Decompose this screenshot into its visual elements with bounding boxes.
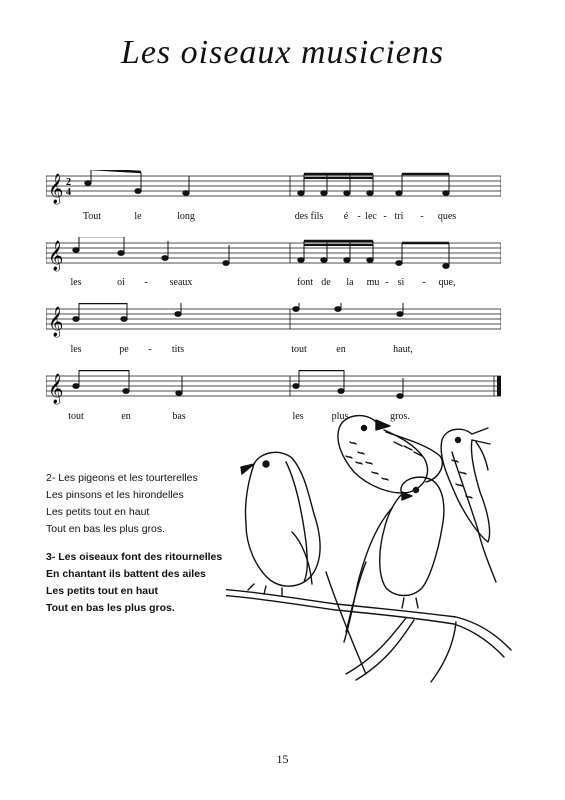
music-staff-2: [46, 237, 501, 279]
lyrics-line-4: tout en bas les plus gros.: [68, 411, 410, 422]
verse-line: 2- Les pigeons et les tourterelles: [46, 472, 198, 484]
svg-text:4: 4: [66, 187, 71, 198]
svg-text:𝄞: 𝄞: [48, 374, 64, 404]
verse-line: Les petits tout en haut: [46, 506, 150, 518]
treble-clef-icon: 𝄞: [48, 174, 64, 204]
lyrics-line-2: les oi - seaux font de la mu - si - que,: [70, 277, 456, 288]
svg-text:2: 2: [66, 177, 71, 188]
verse-line: En chantant ils battent des ailes: [46, 568, 206, 580]
svg-text:𝄞: 𝄞: [48, 307, 64, 337]
verse-3: [46, 549, 222, 617]
verse-line: 3- Les oiseaux font des ritournelles: [46, 551, 223, 563]
music-staff-3: [46, 303, 501, 345]
svg-text:𝄞: 𝄞: [48, 241, 64, 271]
lyrics-line-3: les pe - tits tout en haut,: [70, 344, 413, 355]
lyrics-line-1: Tout le long des fils é - lec - tri - ques: [82, 211, 457, 222]
page-number: 15: [276, 752, 289, 766]
birds-on-branch-illustration: [226, 412, 516, 697]
verse-line: Tout en bas les plus gros.: [46, 602, 175, 614]
verse-line: Tout en bas les plus gros.: [46, 523, 166, 535]
verse-2: [46, 470, 198, 538]
verse-line: Les pinsons et les hirondelles: [46, 489, 184, 501]
music-staff-4: [46, 370, 501, 412]
song-title: Les oiseaux musiciens: [120, 34, 445, 71]
music-staff-1: [46, 170, 501, 212]
verse-line: Les petits tout en haut: [46, 585, 159, 597]
